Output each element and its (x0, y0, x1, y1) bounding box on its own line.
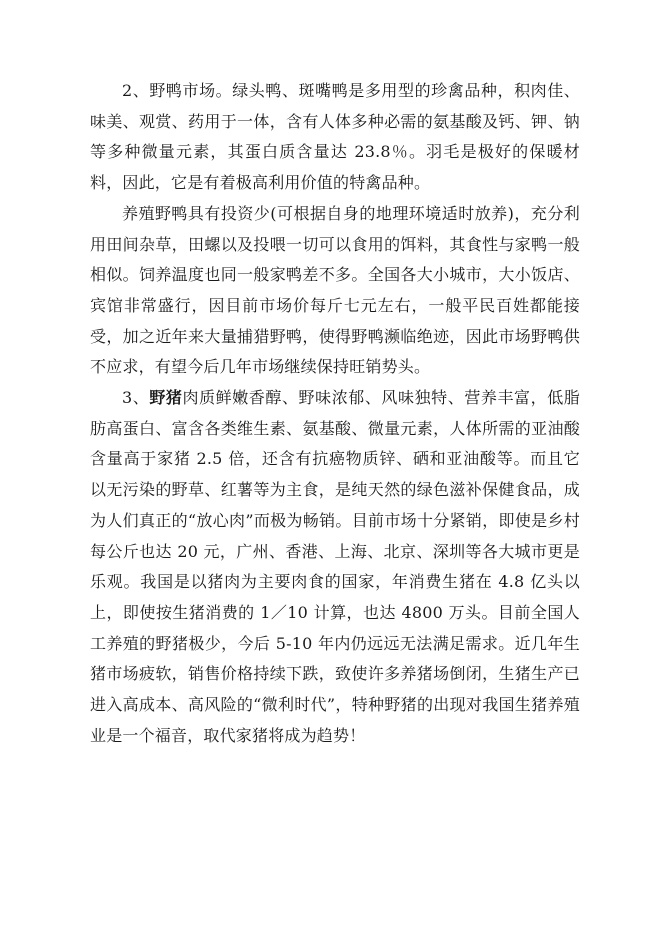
paragraph-wild-boar-text: 肉质鲜嫩香醇、野味浓郁、风味独特、营养丰富，低脂肪高蛋白、富含各类维生素、氨基酸、微量元素，人体所需的亚油酸含量高于家猪 2.5 倍，还含有抗癌物质锌、硒和亚油酸等。而且它以无污染的野草、红薯等为主食，是纯天然的绿色滋补保健食品，成为人们真正的“放心肉”而极为畅销。目前市场十分紧销，即使是乡村每公斤也达 20 元，广州、香港、上海、北京、深圳等各大城市更是乐观。我国是以猪肉为主要肉食的国家，年消费生猪在 4.8 亿头以上，即使按生猪消费的 1／10 计算，也达 4800 万头。目前全国人工养殖的野猪极少，今后 5-10 年内仍远远无法满足需求。近几年生猪市场疲软，销售价格持续下跌，致使许多养猪场倒闭，生猪生产已进入高成本、高风险的“微利时代”，特种野猪的出现对我国生猪养殖业是一个福音，取代家猪将成为趋势！ (90, 388, 580, 745)
paragraph-duck-farming-text: 养殖野鸭具有投资少(可根据自身的地理环境适时放养)，充分利用田间杂草，田螺以及投喂一切可以食用的饵料，其食性与家鸭一般相似。饲养温度也同一般家鸭差不多。全国各大小城市，大小饭店、宾馆非常盛行，因目前市场价每斤七元左右，一般平民百姓都能接受，加之近年来大量捕猎野鸭，使得野鸭濒临绝迹，因此市场野鸭供不应求，有望今后几年市场继续保持旺销势头。 (90, 203, 580, 377)
paragraph-wild-boar-number: 3、 (122, 388, 150, 408)
paragraph-duck-market (90, 76, 580, 199)
document-body (90, 76, 580, 751)
paragraph-wild-boar-lead: 野猪 (149, 388, 183, 408)
paragraph-duck-market-text: 2、野鸭市场。绿头鸭、斑嘴鸭是多用型的珍禽品种，积肉佳、味美、观赏、药用于一体，含有人体多种必需的氨基酸及钙、钾、钠等多种微量元素，其蛋白质含量达 23.8％。羽毛是极好的保暖材料，因此，它是有着极高利用价值的特禽品种。 (90, 81, 580, 193)
paragraph-wild-boar (90, 383, 580, 751)
paragraph-duck-farming (90, 199, 580, 383)
